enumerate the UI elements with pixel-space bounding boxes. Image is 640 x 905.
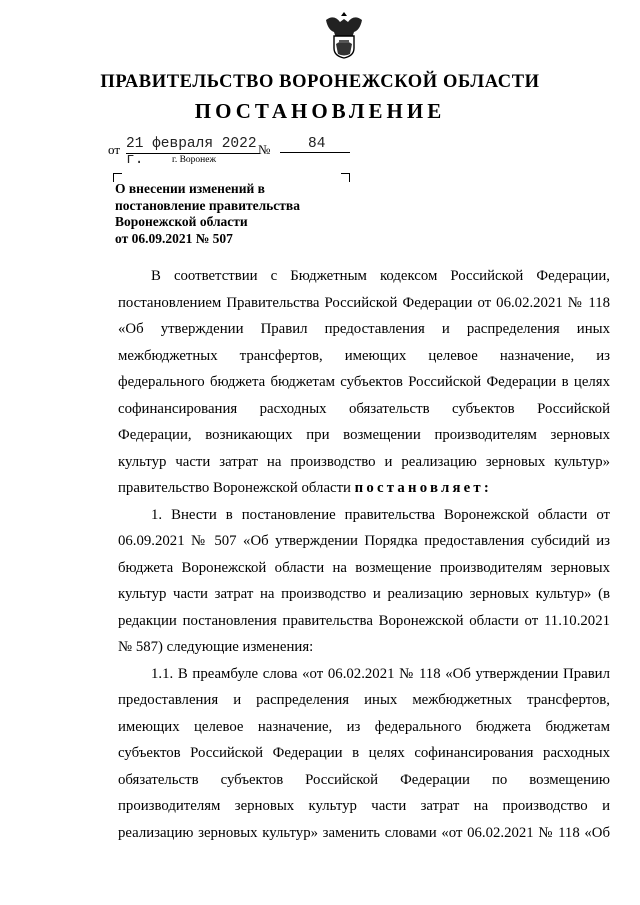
item-1-1-line: субъектов Российской Федерации в целях софинансирования расходных [118, 745, 610, 761]
item-1-1-line: реализацию зерновых культур» заменить словами «от 06.02.2021 № 118 «Об [118, 824, 610, 841]
item-1-1-line: обязательств субъектов Российской Федерации по возмещению [118, 771, 610, 788]
decree-word: постановляет: [354, 480, 493, 496]
item-1-line: 06.09.2021 № 507 «Об утверждении Порядка предоставления субсидий из [118, 533, 610, 549]
item-1-line: культур части затрат на производство и реализацию зерновых культур» (в [118, 586, 610, 602]
document-date: 21 февраля 2022 г. [126, 136, 260, 154]
item-1-line: № 587) следующие изменения: [118, 639, 314, 655]
number-label: № [258, 142, 271, 157]
item-1-line: бюджета Воронежской области на возмещение производителям зерновых [118, 559, 610, 576]
body-line: федерального бюджета бюджетам субъектов Российской Федерации в целях [118, 374, 610, 390]
document-body [118, 263, 610, 846]
document-subject [115, 181, 355, 247]
body-line: постановлением Правительства Российской Федерации от 06.02.2021 № 118 [118, 294, 610, 311]
body-line: В соответствии с Бюджетным кодексом Российской Федерации, [151, 268, 610, 284]
body-line: культур части затрат на производство и реализацию зерновых культур» [118, 453, 610, 470]
subject-line: О внесении изменений в [115, 181, 265, 196]
body-line: Федерации, возникающих при возмещении производителям зерновых [118, 427, 610, 443]
document-type: ПОСТАНОВЛЕНИЕ [194, 99, 446, 123]
item-1-1-line: имеющих целевое назначение, из федерального бюджета бюджетам [118, 718, 610, 735]
body-line: софинансирования расходных обязательств субъектов Российской [118, 400, 610, 417]
item-1-1-line: производителям зерновых культур части затрат на производство и [118, 798, 610, 814]
subject-line: постановление правительства [115, 197, 300, 213]
body-line-decree [118, 475, 610, 502]
item-1-1-line: 1.1. В преамбуле слова «от 06.02.2021 № 118 «Об утверждении Правил [151, 665, 610, 682]
coat-of-arms-emblem-icon [322, 10, 366, 60]
decree-subject: правительство Воронежской области [118, 480, 351, 496]
body-line: «Об утверждении Правил предоставления и распределения иных [118, 321, 610, 337]
item-1-1-line: предоставления и распределения иных межбюджетных трансфертов, [118, 692, 610, 708]
subject-line: от 06.09.2021 № 507 [115, 230, 233, 246]
city: г. Воронеж [172, 155, 217, 165]
document-number: 84 [280, 136, 350, 153]
date-from-label: от [108, 142, 121, 157]
item-1-line: редакции постановления правительства Воронежской области от 11.10.2021 [118, 612, 610, 629]
body-line: межбюджетных трансфертов, имеющих целевое назначение, из [118, 347, 610, 364]
subject-line: Воронежской области [115, 214, 248, 229]
item-1-line: 1. Внести в постановление правительства Воронежской области от [151, 506, 610, 523]
government-name: ПРАВИТЕЛЬСТВО ВОРОНЕЖСКОЙ ОБЛАСТИ [100, 72, 540, 92]
